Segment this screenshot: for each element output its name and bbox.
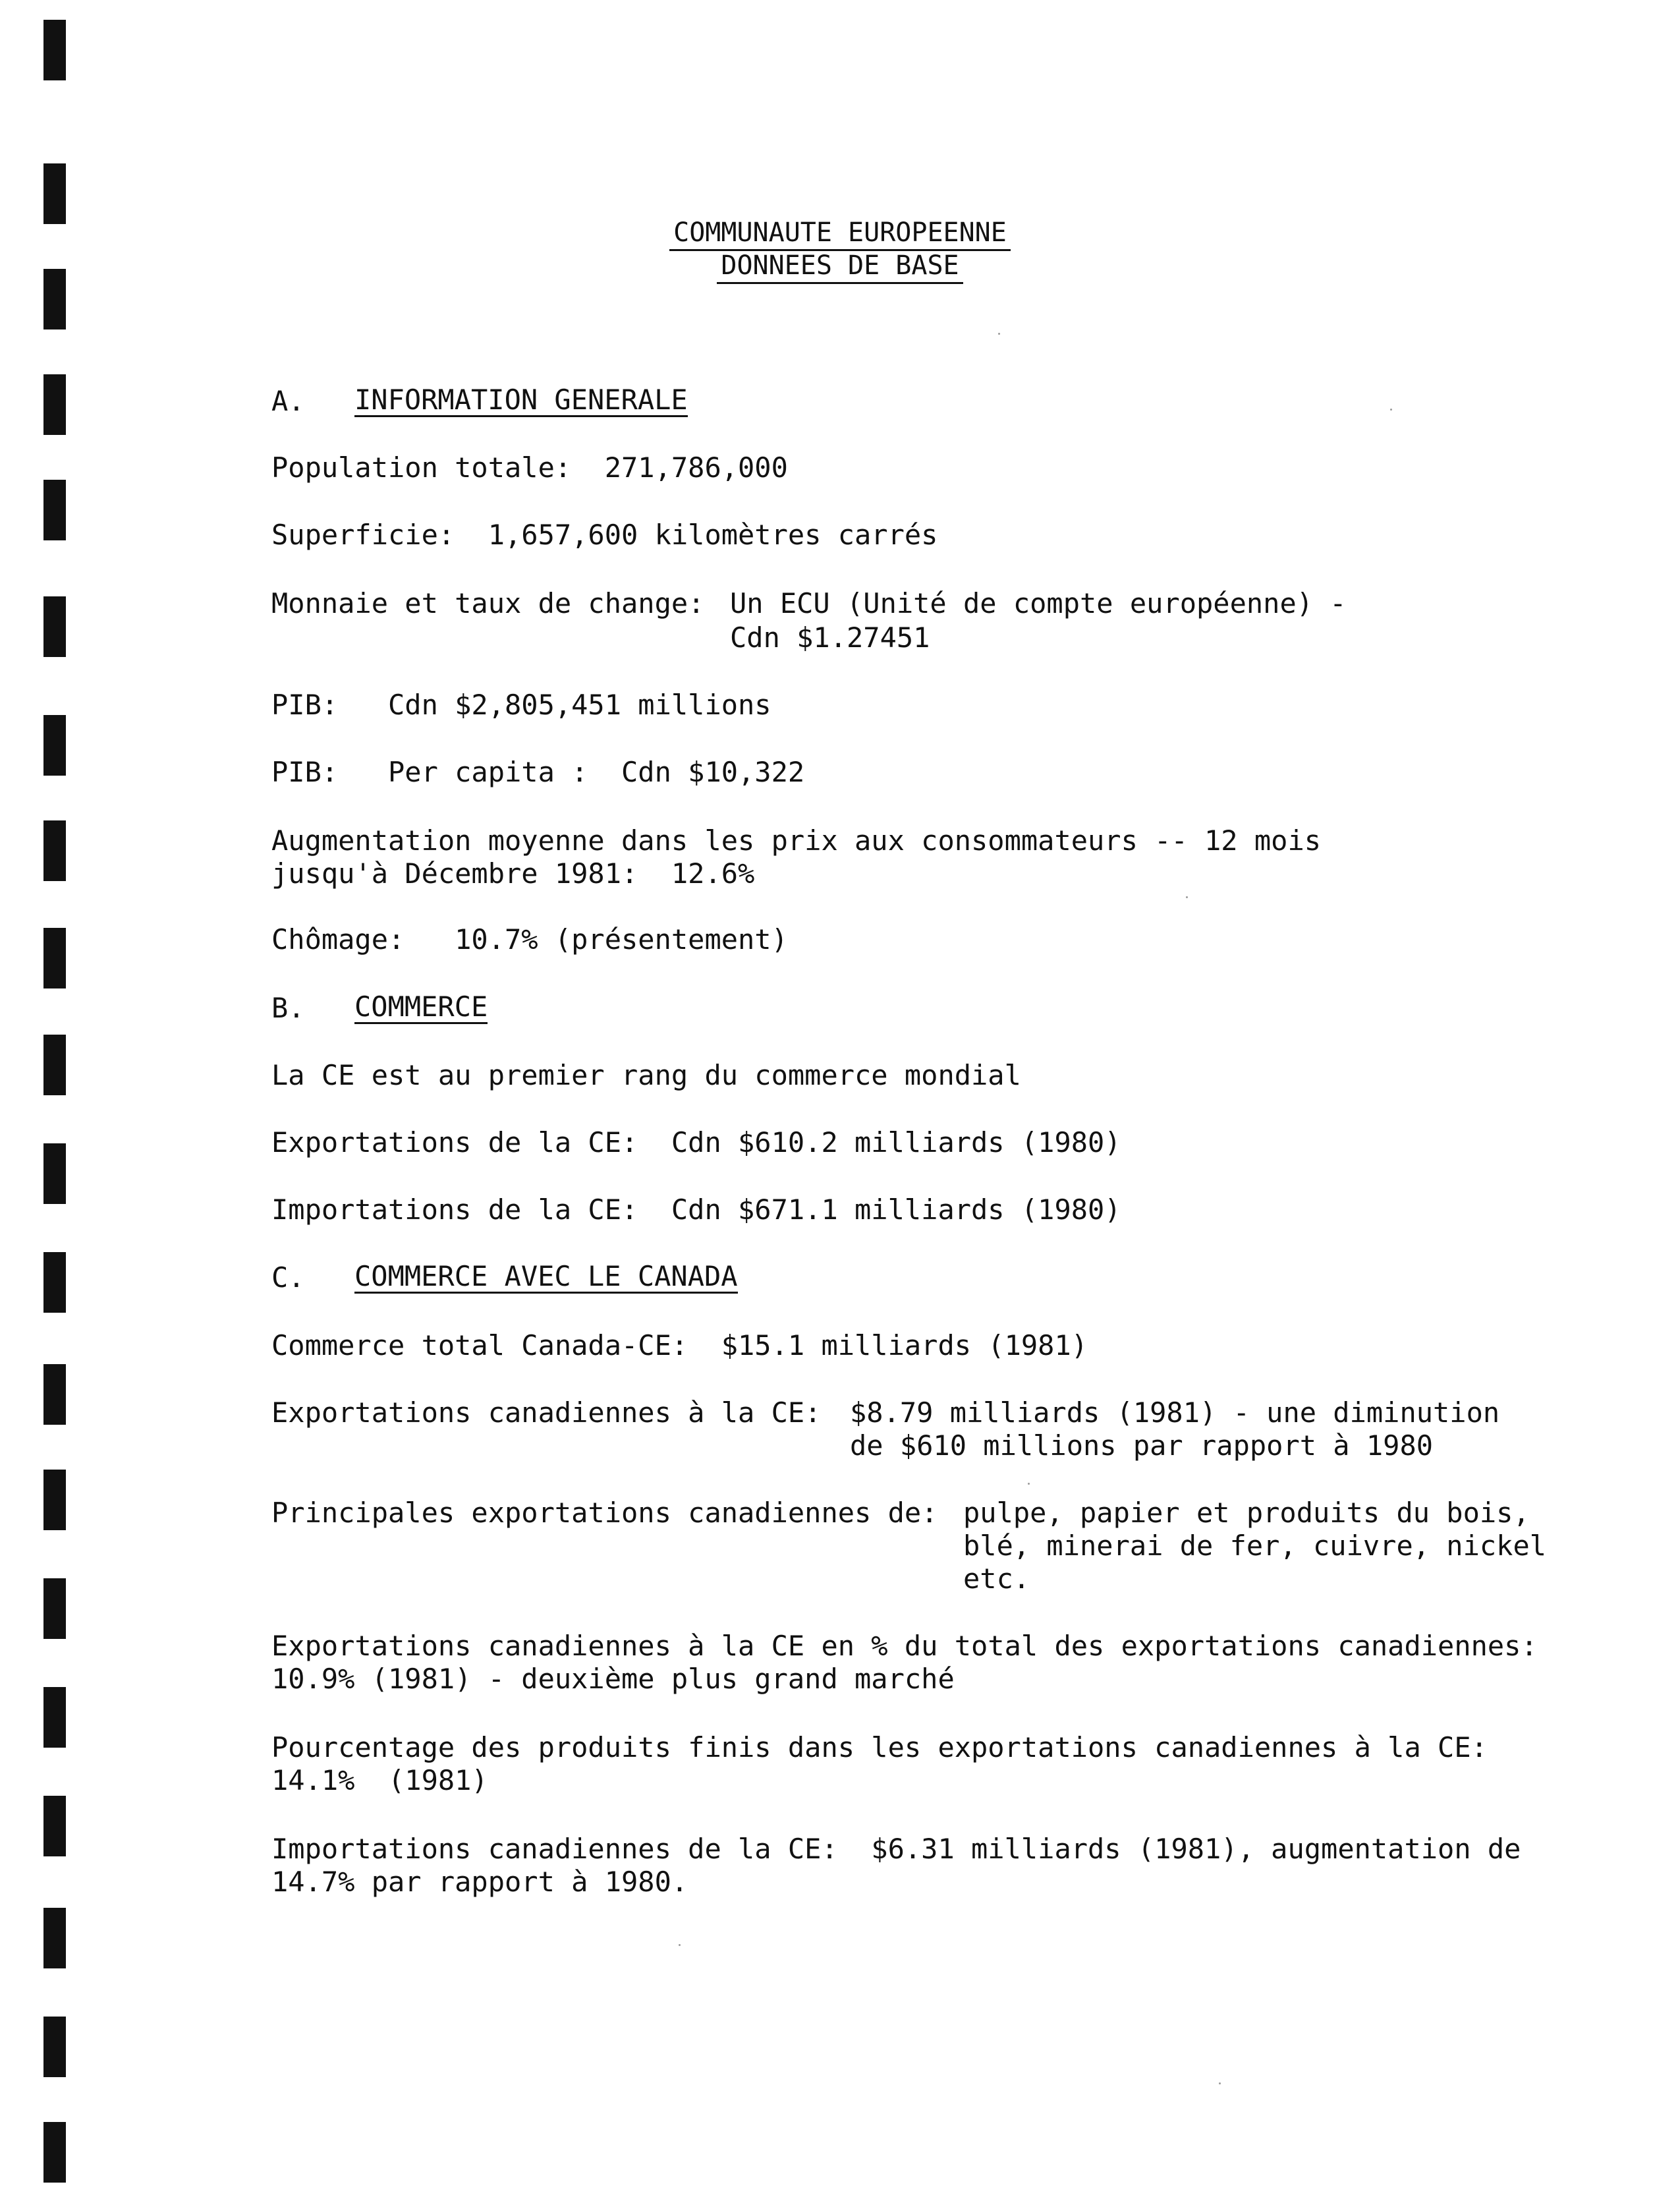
punch-hole	[43, 820, 66, 881]
section-a-title: INFORMATION GENERALE	[354, 384, 688, 416]
import-canada-line-2: 14.7% par rapport à 1980.	[271, 1866, 688, 1898]
punch-hole	[43, 928, 66, 988]
punch-hole	[43, 2017, 66, 2077]
punch-hole	[43, 20, 66, 80]
punch-hole	[43, 1578, 66, 1639]
commerce-total-line: Commerce total Canada-CE: $15.1 milliards (1981)	[271, 1329, 1088, 1361]
scan-speck	[1186, 896, 1188, 898]
punch-hole	[43, 480, 66, 540]
superficie-line: Superficie: 1,657,600 kilomètres carrés	[271, 519, 938, 551]
section-c-letter: C.	[271, 1261, 305, 1294]
section-b-title: COMMERCE	[354, 990, 488, 1023]
inflation-line-1: Augmentation moyenne dans les prix aux consommateurs -- 12 mois	[271, 824, 1322, 857]
punch-hole	[43, 1687, 66, 1748]
scan-speck	[1390, 409, 1392, 411]
punch-hole	[43, 1364, 66, 1425]
punch-hole	[43, 1252, 66, 1313]
section-c-title: COMMERCE AVEC LE CANADA	[354, 1260, 738, 1292]
punch-hole	[43, 163, 66, 224]
pct-total-line-2: 10.9% (1981) - deuxième plus grand marché	[271, 1663, 955, 1695]
inflation-line-2: jusqu'à Décembre 1981: 12.6%	[271, 857, 755, 890]
punch-hole	[43, 1470, 66, 1530]
document-title	[0, 217, 1680, 248]
principales-label: Principales exportations canadiennes de:	[271, 1497, 938, 1529]
document-subtitle	[0, 250, 1680, 281]
monnaie-label: Monnaie et taux de change:	[271, 587, 705, 619]
section-a-letter: A.	[271, 385, 305, 417]
monnaie-value-1: Un ECU (Unité de compte européenne) -	[730, 587, 1347, 619]
exportations-ce-line: Exportations de la CE: Cdn $610.2 milliards (1980)	[271, 1126, 1121, 1159]
pib-capita-line: PIB: Per capita : Cdn $10,322	[271, 756, 805, 788]
punch-hole	[43, 596, 66, 657]
scan-speck	[679, 1944, 681, 1946]
title-line-1: COMMUNAUTE EUROPEENNE	[669, 217, 1011, 251]
punch-hole	[43, 1908, 66, 1968]
rang-line: La CE est au premier rang du commerce mondial	[271, 1059, 1021, 1091]
population-line: Population totale: 271,786,000	[271, 451, 788, 484]
export-canada-label: Exportations canadiennes à la CE:	[271, 1396, 822, 1429]
punch-hole	[43, 1796, 66, 1856]
scan-speck	[1028, 1483, 1030, 1485]
pct-total-line-1: Exportations canadiennes à la CE en % du total des exportations canadiennes:	[271, 1630, 1538, 1662]
importations-ce-line: Importations de la CE: Cdn $671.1 milliards (1980)	[271, 1193, 1121, 1226]
punch-hole	[43, 374, 66, 435]
punch-hole	[43, 2122, 66, 2183]
produits-finis-line-2: 14.1% (1981)	[271, 1764, 488, 1796]
chomage-line: Chômage: 10.7% (présentement)	[271, 923, 788, 956]
scan-speck	[1219, 2082, 1221, 2084]
produits-finis-line-1: Pourcentage des produits finis dans les exportations canadiennes à la CE:	[271, 1731, 1488, 1763]
export-canada-value-2: de $610 millions par rapport à 1980	[850, 1429, 1434, 1462]
export-canada-value-1: $8.79 milliards (1981) - une diminution	[850, 1396, 1500, 1429]
principales-value-2: blé, minerai de fer, cuivre, nickel	[963, 1530, 1547, 1562]
section-b-letter: B.	[271, 992, 305, 1024]
punch-hole	[43, 1035, 66, 1095]
punch-hole	[43, 715, 66, 776]
principales-value-3: etc.	[963, 1562, 1030, 1595]
monnaie-value-2: Cdn $1.27451	[730, 621, 930, 654]
title-line-2: DONNEES DE BASE	[717, 250, 963, 284]
pib-line: PIB: Cdn $2,805,451 millions	[271, 689, 771, 721]
principales-value-1: pulpe, papier et produits du bois,	[963, 1497, 1530, 1529]
scan-speck	[998, 333, 1000, 335]
import-canada-line-1: Importations canadiennes de la CE: $6.31 milliards (1981), augmentation de	[271, 1833, 1521, 1865]
punch-hole	[43, 1143, 66, 1204]
